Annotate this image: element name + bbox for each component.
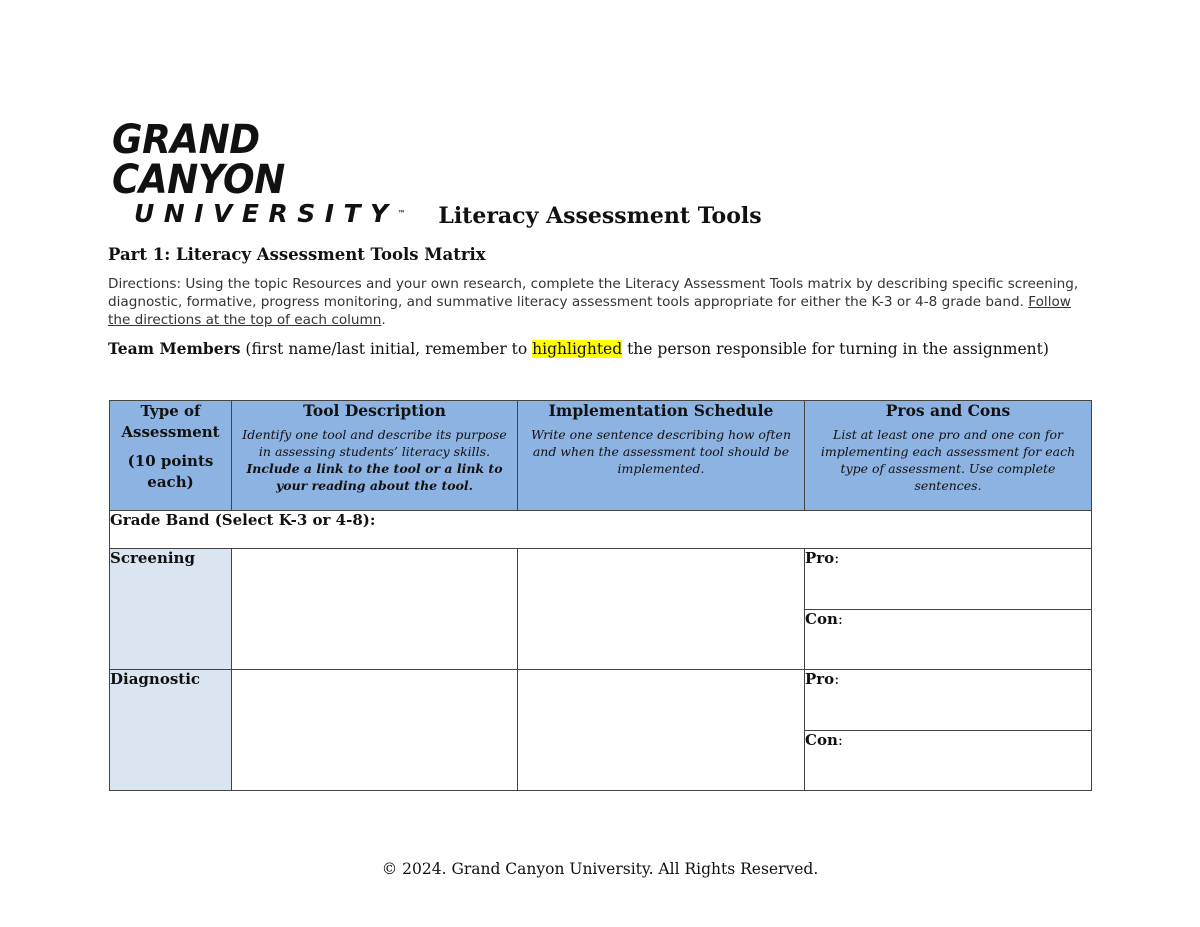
diagnostic-con-cell[interactable] xyxy=(805,731,1092,791)
header-tool-title: Tool Description xyxy=(303,401,446,420)
row-label-diagnostic: Diagnostic xyxy=(110,670,232,791)
header-tool-desc xyxy=(232,426,517,494)
colon: : xyxy=(834,549,840,567)
screening-pro-cell[interactable] xyxy=(805,549,1092,610)
header-tool-desc-text: Identify one tool and describe its purpose in assessing students’ literacy skills. xyxy=(242,427,507,459)
header-tool-desc-bold: Include a link to the tool or a link to your reading about the tool. xyxy=(246,461,503,493)
header-type-of-assessment xyxy=(110,401,232,511)
page-title: Literacy Assessment Tools xyxy=(438,203,762,229)
colon: : xyxy=(837,731,843,749)
directions-end: . xyxy=(381,312,386,328)
directions-paragraph xyxy=(108,275,1083,329)
table-row xyxy=(110,549,1092,610)
header-pros-and-cons xyxy=(805,401,1092,511)
directions-text: Directions: Using the topic Resources and your own research, complete the Literacy Assessment Tools matrix by describing specific screening, diagnostic, formative, progress monitoring, and summative literacy assessment tools appropriate for either the K-3 or 4-8 grade band. xyxy=(108,276,1079,310)
table-header-row xyxy=(110,401,1092,511)
colon: : xyxy=(834,670,840,688)
highlighted-word: highlighted xyxy=(532,340,623,358)
diagnostic-pro-cell[interactable] xyxy=(805,670,1092,731)
assessment-matrix-table xyxy=(109,400,1092,791)
header-type-points: (10 points each) xyxy=(127,452,214,491)
header-implementation-schedule xyxy=(518,401,805,511)
colon: : xyxy=(837,610,843,628)
con-label: Con xyxy=(805,610,838,628)
diagnostic-tool-description-cell[interactable] xyxy=(232,670,518,791)
con-label: Con xyxy=(805,731,838,749)
team-text-after: the person responsible for turning in the assignment) xyxy=(622,340,1049,358)
copyright-footer: © 2024. Grand Canyon University. All Rights Reserved. xyxy=(381,860,819,878)
directions-underlined: Follow the directions at the top of each column xyxy=(108,294,1071,328)
header-pros-cons-title: Pros and Cons xyxy=(885,401,1011,420)
grade-band-cell[interactable]: Grade Band (Select K-3 or 4-8): xyxy=(110,511,1092,549)
header-schedule-desc: Write one sentence describing how often and when the assessment tool should be implemented. xyxy=(531,427,791,476)
header-tool-description xyxy=(232,401,518,511)
screening-implementation-cell[interactable] xyxy=(518,549,805,670)
team-members-label: Team Members xyxy=(108,339,241,358)
team-text-before: (first name/last initial, remember to xyxy=(240,340,533,358)
part-title: Part 1: Literacy Assessment Tools Matrix xyxy=(108,245,486,264)
screening-tool-description-cell[interactable] xyxy=(232,549,518,670)
logo-line-2-text: UNIVERSITY xyxy=(134,199,398,228)
header-pros-cons-desc: List at least one pro and one con for implementing each assessment for each type of assessment. Use complete sentences. xyxy=(820,427,1076,493)
header-schedule-title: Implementation Schedule xyxy=(548,401,774,420)
row-label-screening: Screening xyxy=(110,549,232,670)
pro-label: Pro xyxy=(805,549,835,567)
header-type-title: Type of Assessment xyxy=(121,402,220,441)
table-row xyxy=(110,670,1092,731)
screening-con-cell[interactable] xyxy=(805,610,1092,670)
grade-band-row xyxy=(110,511,1092,549)
pro-label: Pro xyxy=(805,670,835,688)
team-members-line xyxy=(108,339,1049,358)
diagnostic-implementation-cell[interactable] xyxy=(518,670,805,791)
trademark-symbol: ™ xyxy=(397,209,406,218)
logo-line-1: GRAND CANYON xyxy=(112,117,285,203)
